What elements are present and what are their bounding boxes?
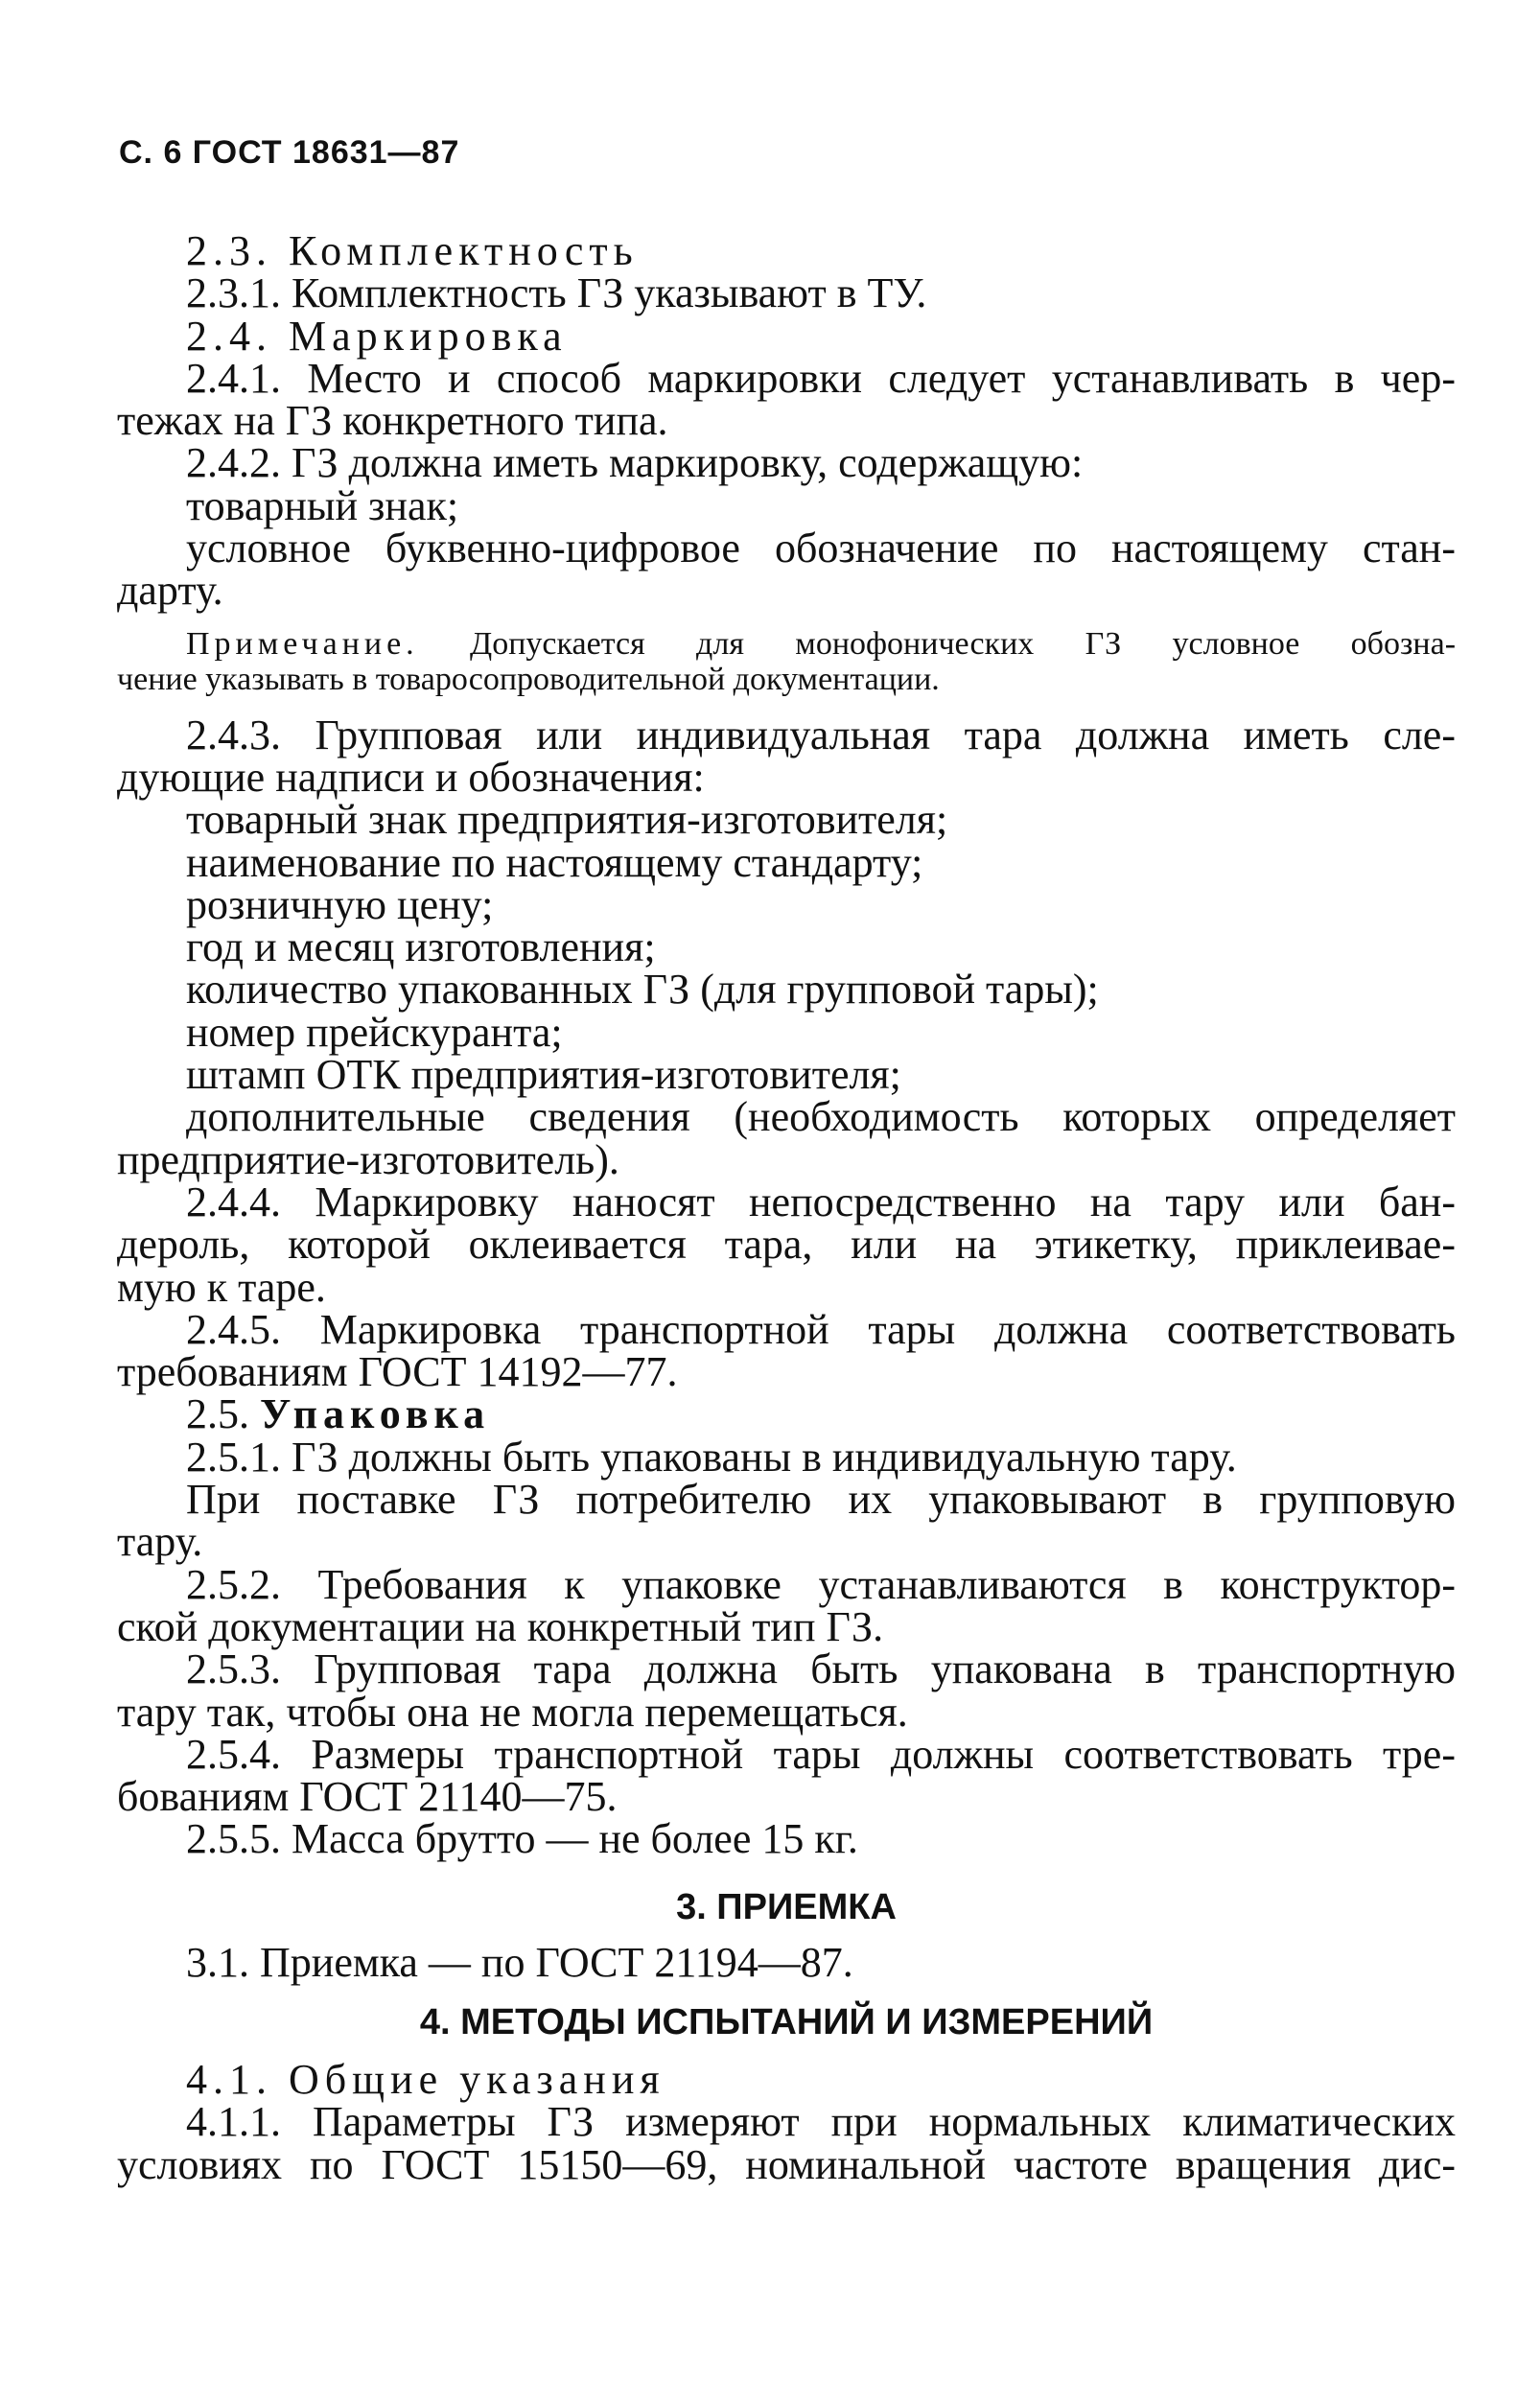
- paragraph-line: 2.5.1. ГЗ должны быть упакованы в индивидуальную тару.: [186, 1433, 1237, 1481]
- list-item: штамп ОТК предприятия-изготовителя;: [186, 1051, 901, 1099]
- document-body: [117, 227, 1457, 2188]
- heading-2-4: 2.4. Маркировка: [186, 312, 568, 360]
- paragraph-line: При поставке ГЗ потребителю их упаковывают в групповую: [186, 1476, 1456, 1524]
- heading-2-5: [117, 1390, 1456, 1438]
- list-item: условное буквенно-цифровое обозначение по настоящему стан-: [186, 525, 1456, 572]
- heading-2-3: 2.3. Комплектность: [186, 227, 639, 274]
- heading-title: Упаковка: [260, 1390, 491, 1438]
- list-item: номер прейскуранта;: [186, 1008, 563, 1056]
- paragraph-line: 2.5.3. Групповая тара должна быть упакована в транспортную: [186, 1645, 1456, 1693]
- note-line: [117, 626, 1456, 662]
- paragraph-line: 2.5.5. Масса брутто — не более 15 кг.: [186, 1815, 858, 1863]
- paragraph-line: 2.4.3. Групповая или индивидуальная тара должна иметь сле-: [186, 711, 1456, 758]
- paragraph-line: предприятие-изготовитель).: [117, 1135, 619, 1183]
- paragraph-line: 2.5.4. Размеры транспортной тары должны соответствовать тре-: [186, 1730, 1456, 1778]
- paragraph-line: 2.3.1. Комплектность ГЗ указывают в ТУ.: [186, 269, 927, 317]
- section-title-4: 4. МЕТОДЫ ИСПЫТАНИЙ И ИЗМЕРЕНИЙ: [419, 2001, 1154, 2042]
- list-item: розничную цену;: [186, 880, 494, 928]
- heading-4-1: 4.1. Общие указания: [186, 2055, 665, 2103]
- list-item: дополнительные сведения (необходимость которых определяет: [186, 1093, 1456, 1141]
- paragraph-line: тару.: [117, 1518, 203, 1566]
- section-title-3: 3. ПРИЕМКА: [676, 1886, 897, 1927]
- paragraph-line: требованиям ГОСТ 14192—77.: [117, 1348, 678, 1396]
- paragraph-line: дующие надписи и обозначения:: [117, 753, 705, 801]
- paragraph-line: дарту.: [117, 567, 223, 615]
- list-item: товарный знак предприятия-изготовителя;: [186, 796, 948, 844]
- paragraph-line: 4.1.1. Параметры ГЗ измеряют при нормальных климатических: [186, 2098, 1456, 2146]
- paragraph-line: условиях по ГОСТ 15150—69, номинальной частоте вращения дис-: [117, 2140, 1456, 2188]
- note-text: Допускается для монофонических ГЗ условное обозна-: [470, 625, 1457, 662]
- heading-number: 2.5.: [186, 1390, 249, 1438]
- paragraph-line: 2.4.5. Маркировка транспортной тары должна соответствовать: [186, 1305, 1456, 1353]
- note-label: Примечание.: [186, 625, 419, 662]
- list-item: товарный знак;: [186, 481, 459, 529]
- list-item: наименование по настоящему стандарту;: [186, 838, 923, 886]
- paragraph-line: 2.4.1. Место и способ маркировки следует устанавливать в чер-: [186, 354, 1456, 402]
- paragraph-line: тежах на ГЗ конкретного типа.: [117, 397, 668, 445]
- paragraph-line: тару так, чтобы она не могла перемещаться.: [117, 1688, 908, 1736]
- list-item: год и месяц изготовления;: [186, 923, 656, 971]
- paragraph-line: мую к таре.: [117, 1263, 326, 1311]
- page-header: С. 6 ГОСТ 18631—87: [119, 134, 460, 171]
- paragraph-line: 2.4.4. Маркировку наносят непосредственно на тару или бан-: [186, 1178, 1456, 1225]
- list-item: количество упакованных ГЗ (для групповой тары);: [186, 966, 1099, 1014]
- paragraph-line: бованиям ГОСТ 21140—75.: [117, 1773, 618, 1821]
- paragraph-line: 3.1. Приемка — по ГОСТ 21194—87.: [186, 1938, 853, 1986]
- note-line: чение указывать в товаросопроводительной документации.: [117, 661, 940, 697]
- paragraph-line: 2.4.2. ГЗ должна иметь маркировку, содержащую:: [186, 439, 1084, 487]
- paragraph-line: дероль, которой оклеивается тара, или на этикетку, приклеивае-: [117, 1221, 1456, 1269]
- paragraph-line: ской документации на конкретный тип ГЗ.: [117, 1602, 884, 1650]
- paragraph-line: 2.5.2. Требования к упаковке устанавливаются в конструктор-: [186, 1560, 1456, 1608]
